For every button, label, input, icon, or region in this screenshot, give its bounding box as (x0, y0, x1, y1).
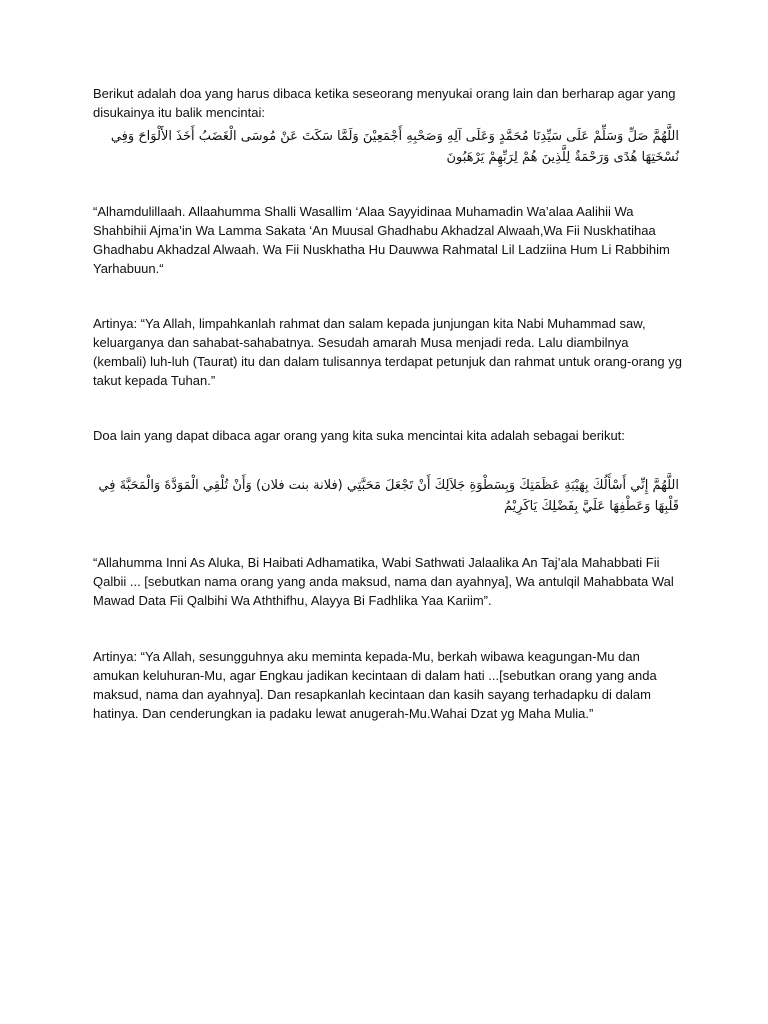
translation-paragraph-1: Artinya: “Ya Allah, limpahkanlah rahmat dan salam kepada junjungan kita Nabi Muhammad saw, keluarganya dan sahabat-sahabatnya. Sesudah amarah Musa menjadi reda. Lalu diambilnya (kembali) luh-luh (Taurat) itu dan dalam tulisannya terdapat petunjuk dan rahmat untuk orang-orang yg takut kepada Tuhan.” (93, 316, 682, 388)
arabic-prayer-2: اللَّهُمَّ إِنِّي أَسْأَلُكَ بِهَيْبَةِ عَظَمَتِكَ وَبِسَطْوَةِ جَلاَلِكَ أَنْ تَجْعَلَ مَحَبَّتِي (فلانة بنت فلان) وَأَنْ تُلْقِي الْمَوَدَّةَ وَالْمَحَبَّةَ فِي قَلْبِهَا وَعَطْفِهَا عَلَيَّ بِفَضْلِكَ يَاكَرِيْمُ (98, 478, 679, 514)
transliteration-paragraph-2: “Allahumma Inni As Aluka, Bi Haibati Adhamatika, Wabi Sathwati Jalaalika An Taj’ala Mahabbati Fii Qalbii ... [sebutkan nama orang yang anda maksud, nama dan ayahnya], Wa antulqil Mahabbata Wal Mawad Data Fii Qalbihi Wa Aththifhu, Alayya Bi Fadhlika Yaa Kariim”. (93, 555, 674, 608)
translation-paragraph-2: Artinya: “Ya Allah, sesungguhnya aku meminta kepada-Mu, berkah wibawa keagungan-Mu dan amukan keluhuran-Mu, agar Engkau jadikan kecintaan di dalam hati ...[sebutkan orang yang anda maksud, nama dan ayahnya]. Dan resapkanlah kecintaan dan kasih sayang terhadapku di dalam hatinya. Dan cenderungkan ia padaku lewat anugerah-Mu.Wahai Dzat yg Maha Mulia.” (93, 649, 657, 721)
intro-paragraph-2: Doa lain yang dapat dibaca agar orang yang kita suka mencintai kita adalah sebagai berikut: (93, 428, 625, 443)
document-page (93, 84, 683, 723)
arabic-prayer-1: اللَّهُمَّ صَلِّ وَسَلِّمْ عَلَى سَيِّدِنَا مُحَمَّدٍ وَعَلَى آلِهِ وَصَحْبِهِ أَجْمَعِيْنَ وَلَمَّا سَكَتَ عَنْ مُوسَى الْغَضَبُ أَخَذَ الأَلْوَاحَ وَفِي نُسْخَتِهَا هُدًى وَرَحْمَةٌ لِلَّذِينَ هُمْ لِرَبِّهِمْ يَرْهَبُونَ (110, 129, 679, 165)
transliteration-paragraph-1: “Alhamdulillaah. Allaahumma Shalli Wasallim ‘Alaa Sayyidinaa Muhamadin Wa’alaa Aalihii Wa Shahbihii Ajma’in Wa Lamma Sakata ‘An Muusal Ghadhabu Akhadzal Alwaah,Wa Fii Nuskhatihaa Ghadhabu Akhadzal Alwaah. Wa Fii Nuskhatha Hu Dauwwa Rahmatal Lil Ladziina Hum Li Rabbihim Yarhabuun.“ (93, 204, 670, 276)
intro-paragraph: Berikut adalah doa yang harus dibaca ketika seseorang menyukai orang lain dan berharap agar yang disukainya itu balik mencintai: (93, 86, 676, 120)
